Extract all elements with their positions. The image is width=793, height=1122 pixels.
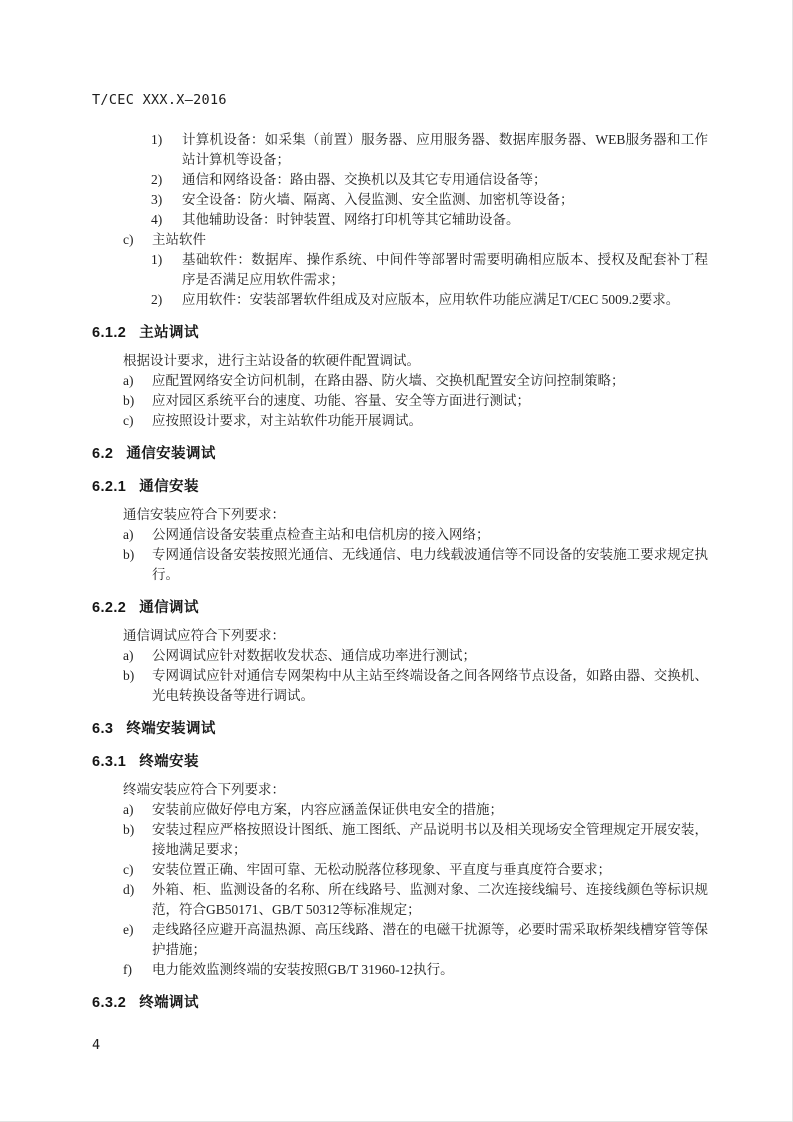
section-heading	[92, 598, 708, 618]
list-item-marker: 1)	[151, 132, 163, 147]
list-item-marker: a)	[123, 802, 134, 817]
section-number: 6.3	[92, 721, 114, 737]
list-item-text: 安装前应做好停电方案，内容应涵盖保证供电安全的措施；	[152, 802, 503, 817]
list-item-marker: d)	[123, 882, 135, 897]
section-number: 6.1.2	[92, 325, 127, 341]
section-title: 通信安装	[139, 479, 199, 495]
list-item-marker: c)	[123, 232, 134, 247]
list-item-text: 计算机设备：如采集（前置）服务器、应用服务器、数据库服务器、WEB服务器和工作站计算机等设备；	[182, 132, 708, 167]
list-item-text: 安装过程应严格按照设计图纸、施工图纸、产品说明书以及相关现场安全管理规定开展安装，接地满足要求；	[152, 822, 708, 857]
list-item-marker: e)	[123, 922, 134, 937]
section-title: 主站调试	[139, 325, 199, 341]
list-item	[92, 411, 708, 431]
list-item	[92, 371, 708, 391]
section-number: 6.2.2	[92, 600, 127, 616]
list-item-marker: c)	[123, 413, 134, 428]
section-title: 终端安装	[139, 754, 199, 770]
section-heading	[92, 752, 708, 772]
list-item	[92, 250, 708, 290]
list-item-text: 应用软件：安装部署软件组成及对应版本，应用软件功能应满足T/CEC 5009.2要求。	[182, 292, 680, 307]
list-item	[92, 820, 708, 860]
paragraph: 通信调试应符合下列要求：	[123, 628, 285, 643]
list-item-text: 主站软件	[152, 232, 206, 247]
paragraph: 终端安装应符合下列要求：	[123, 782, 285, 797]
list-item	[92, 545, 708, 585]
page-number: 4	[92, 1037, 101, 1053]
list-item	[92, 646, 708, 666]
list-item-marker: b)	[123, 393, 135, 408]
list-item-marker: a)	[123, 527, 134, 542]
list-item	[92, 880, 708, 920]
list-item-marker: 1)	[151, 252, 163, 267]
list-item	[92, 525, 708, 545]
list-item-text: 走线路径应避开高温热源、高压线路、潜在的电磁干扰源等，必要时需采取桥架线槽穿管等保护措施；	[152, 922, 708, 957]
list-item-marker: a)	[123, 373, 134, 388]
section-title: 通信调试	[139, 600, 199, 616]
list-item	[92, 130, 708, 170]
list-item	[92, 920, 708, 960]
list-item-text: 电力能效监测终端的安装按照GB/T 31960-12执行。	[152, 962, 454, 977]
list-item	[92, 800, 708, 820]
list-item-text: 基础软件：数据库、操作系统、中间件等部署时需要明确相应版本、授权及配套补丁程序是否满足应用软件需求；	[182, 252, 708, 287]
paragraph: 通信安装应符合下列要求：	[123, 507, 285, 522]
list-item	[92, 290, 708, 310]
section-number: 6.2.1	[92, 479, 127, 495]
list-item-marker: 4)	[151, 212, 163, 227]
section-heading	[92, 719, 708, 739]
list-item-marker: 3)	[151, 192, 163, 207]
list-item-text: 专网通信设备安装按照光通信、无线通信、电力线载波通信等不同设备的安装施工要求规定执行。	[152, 547, 708, 582]
list-item	[92, 666, 708, 706]
document-code: T/CEC XXX.X—2016	[92, 92, 227, 108]
list-item-text: 专网调试应针对通信专网架构中从主站至终端设备之间各网络节点设备，如路由器、交换机、光电转换设备等进行调试。	[152, 668, 708, 703]
list-item-text: 其他辅助设备：时钟装置、网络打印机等其它辅助设备。	[182, 212, 520, 227]
list-item-text: 通信和网络设备：路由器、交换机以及其它专用通信设备等；	[182, 172, 547, 187]
list-item-text: 应配置网络安全访问机制，在路由器、防火墙、交换机配置安全访问控制策略；	[152, 373, 625, 388]
section-number: 6.2	[92, 446, 114, 462]
section-title: 终端调试	[139, 995, 199, 1011]
list-item-marker: b)	[123, 547, 135, 562]
list-item-text: 公网调试应针对数据收发状态、通信成功率进行测试；	[152, 648, 476, 663]
list-item-marker: b)	[123, 822, 135, 837]
section-heading	[92, 477, 708, 497]
list-item-marker: 2)	[151, 172, 163, 187]
list-item	[92, 170, 708, 190]
list-item-text: 应对园区系统平台的速度、功能、容量、安全等方面进行测试；	[152, 393, 530, 408]
list-item	[92, 230, 708, 250]
paragraph: 根据设计要求，进行主站设备的软硬件配置调试。	[123, 353, 420, 368]
list-item-text: 公网通信设备安装重点检查主站和电信机房的接入网络；	[152, 527, 490, 542]
list-item-text: 外箱、柜、监测设备的名称、所在线路号、监测对象、二次连接线编号、连接线颜色等标识规范，符合GB50171、GB/T 50312等标准规定；	[152, 882, 708, 917]
list-item-marker: c)	[123, 862, 134, 877]
list-item-marker: f)	[123, 962, 132, 977]
list-item	[92, 860, 708, 880]
list-item-marker: 2)	[151, 292, 163, 307]
list-item	[92, 190, 708, 210]
section-title: 终端安装调试	[126, 721, 216, 737]
list-item	[92, 391, 708, 411]
list-item-marker: b)	[123, 668, 135, 683]
section-heading	[92, 323, 708, 343]
list-item-text: 安全设备：防火墙、隔离、入侵监测、安全监测、加密机等设备；	[182, 192, 574, 207]
section-title: 通信安装调试	[126, 446, 216, 462]
list-item-marker: a)	[123, 648, 134, 663]
list-item-text: 应按照设计要求，对主站软件功能开展调试。	[152, 413, 422, 428]
list-item-text: 安装位置正确、牢固可靠、无松动脱落位移现象、平直度与垂真度符合要求；	[152, 862, 611, 877]
list-item	[92, 960, 708, 980]
list-item	[92, 210, 708, 230]
section-heading	[92, 993, 708, 1013]
document-body	[92, 130, 708, 1020]
section-number: 6.3.1	[92, 754, 127, 770]
section-heading	[92, 444, 708, 464]
section-number: 6.3.2	[92, 995, 127, 1011]
